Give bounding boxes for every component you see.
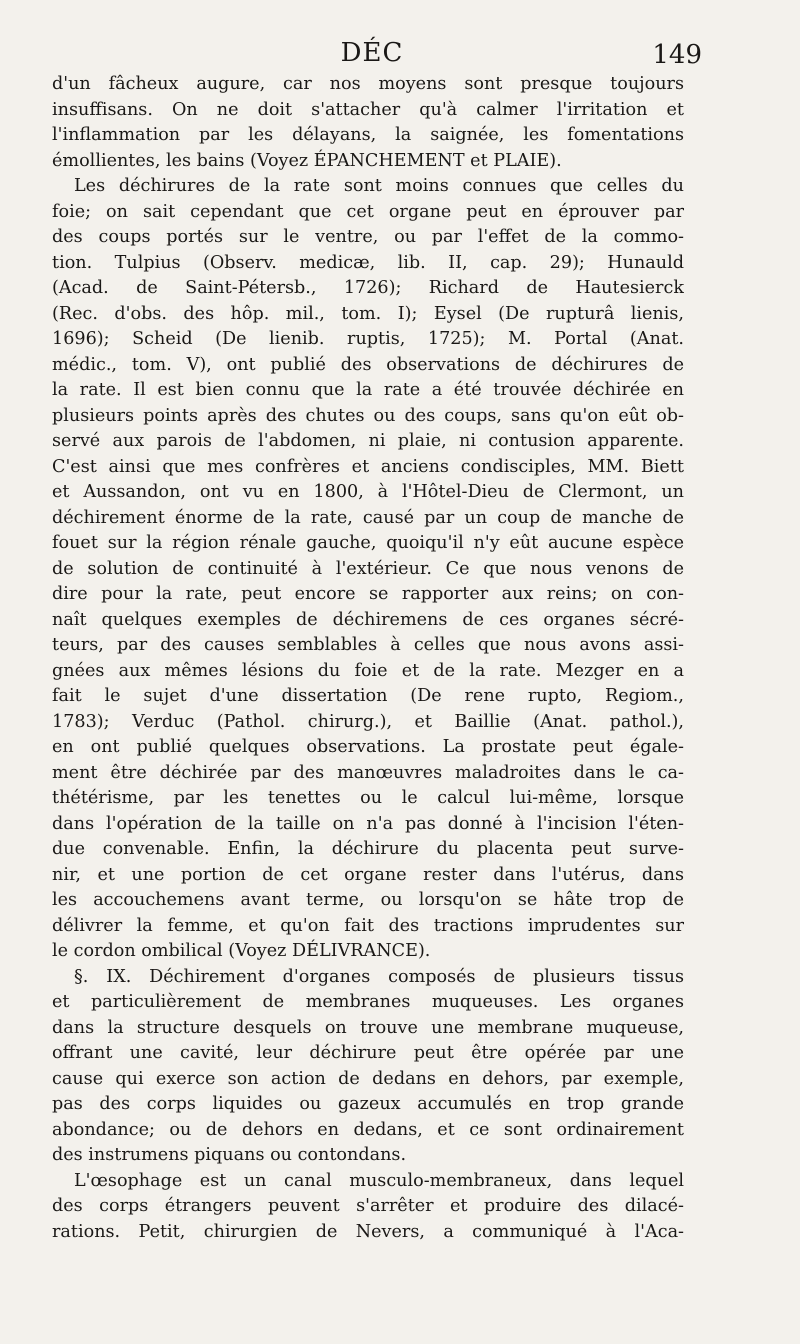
text-line: C'est ainsi que mes confrères et anciens condisciples, MM. Biett	[52, 456, 684, 477]
text-line: 1696); Scheid (De lienib. ruptis, 1725); M. Portal (Anat.	[52, 329, 684, 349]
text-line: L'œsophage est un canal musculo-membraneux, dans lequel	[74, 1170, 684, 1191]
text-line: ment être déchirée par des manœuvres maladroites dans le ca-	[52, 762, 684, 783]
text-line: déchirement énorme de la rate, causé par un coup de manche de	[52, 507, 684, 528]
body-text	[52, 72, 684, 1245]
text-line: fouet sur la région rénale gauche, quoiqu'il n'y eût aucune espèce	[52, 533, 684, 553]
text-line: (Acad. de Saint-Pétersb., 1726); Richard de Hautesierck	[52, 278, 684, 298]
text-line: 1783); Verduc (Pathol. chirurg.), et Baillie (Anat. pathol.),	[52, 711, 684, 732]
text-line: émollientes, les bains (Voyez ÉPANCHEMENT et PLAIE).	[52, 150, 562, 171]
paragraph	[52, 174, 684, 965]
text-line: Les déchirures de la rate sont moins connues que celles du	[74, 176, 684, 196]
text-line: insuffisans. On ne doit s'attacher qu'à calmer l'irritation et	[52, 99, 684, 120]
paragraph	[52, 72, 684, 174]
paragraph	[52, 1169, 684, 1246]
text-line: offrant une cavité, leur déchirure peut être opérée par une	[52, 1043, 684, 1063]
text-line: teurs, par des causes semblables à celles que nous avons assi-	[52, 635, 684, 655]
running-head-title: DÉC	[340, 38, 404, 68]
text-line: naît quelques exemples de déchiremens de ces organes sécré-	[52, 609, 684, 630]
text-line: pas des corps liquides ou gazeux accumulés en trop grande	[52, 1094, 684, 1114]
text-line: des corps étrangers peuvent s'arrêter et produire des dilacé-	[52, 1196, 684, 1216]
text-line: abondance; ou de dehors en dedans, et ce sont ordinairement	[52, 1119, 684, 1140]
text-line: foie; on sait cependant que cet organe peut en éprouver par	[52, 201, 684, 222]
text-line: dire pour la rate, peut encore se rapporter aux reins; on con-	[52, 584, 684, 604]
text-line: le cordon ombilical (Voyez DÉLIVRANCE).	[52, 941, 431, 961]
text-line: la rate. Il est bien connu que la rate a été trouvée déchirée en	[52, 380, 684, 400]
text-line: médic., tom. V), ont publié des observations de déchirures de	[52, 354, 684, 375]
text-line: gnées aux mêmes lésions du foie et de la rate. Mezger en a	[52, 660, 684, 681]
text-line: (Rec. d'obs. des hôp. mil., tom. I); Eysel (De rupturâ lienis,	[52, 303, 684, 324]
running-head	[52, 38, 702, 70]
text-line: dans la structure desquels on trouve une membrane muqueuse,	[52, 1017, 684, 1038]
text-line: plusieurs points après des chutes ou des coups, sans qu'on eût ob-	[52, 405, 684, 426]
page-number: 149	[652, 40, 702, 70]
text-line: cause qui exerce son action de dedans en dehors, par exemple,	[52, 1068, 684, 1089]
text-line: dans l'opération de la taille on n'a pas donné à l'incision l'éten-	[52, 813, 684, 834]
text-line: et Aussandon, ont vu en 1800, à l'Hôtel-Dieu de Clermont, un	[52, 482, 684, 502]
text-line: d'un fâcheux augure, car nos moyens sont presque toujours	[52, 74, 684, 94]
text-line: des instrumens piquans ou contondans.	[52, 1145, 407, 1165]
text-line: en ont publié quelques observations. La prostate peut égale-	[52, 737, 684, 757]
text-line: servé aux parois de l'abdomen, ni plaie, ni contusion apparente.	[52, 431, 684, 451]
text-line: thétérisme, par les tenettes ou le calcul lui-même, lorsque	[52, 788, 684, 808]
text-line: délivrer la femme, et qu'on fait des tractions imprudentes sur	[52, 915, 684, 936]
paragraph	[52, 965, 684, 1169]
text-line: fait le sujet d'une dissertation (De rene rupto, Regiom.,	[52, 686, 684, 706]
text-line: et particulièrement de membranes muqueuses. Les organes	[52, 992, 684, 1012]
text-line: les accouchemens avant terme, ou lorsqu'on se hâte trop de	[52, 890, 684, 910]
section-heading-line: §. IX. Déchirement d'organes composés de plusieurs tissus	[74, 966, 684, 987]
text-line: nir, et une portion de cet organe rester dans l'utérus, dans	[52, 864, 684, 885]
text-line: rations. Petit, chirurgien de Nevers, a communiqué à l'Aca-	[52, 1221, 684, 1242]
text-line: de solution de continuité à l'extérieur. Ce que nous venons de	[52, 558, 684, 579]
text-line: due convenable. Enfin, la déchirure du placenta peut surve-	[52, 839, 684, 859]
text-line: l'inflammation par les délayans, la saignée, les fomentations	[52, 125, 684, 145]
text-line: des coups portés sur le ventre, ou par l'effet de la commo-	[52, 227, 684, 247]
text-line: tion. Tulpius (Observ. medicæ, lib. II, cap. 29); Hunauld	[52, 252, 684, 273]
